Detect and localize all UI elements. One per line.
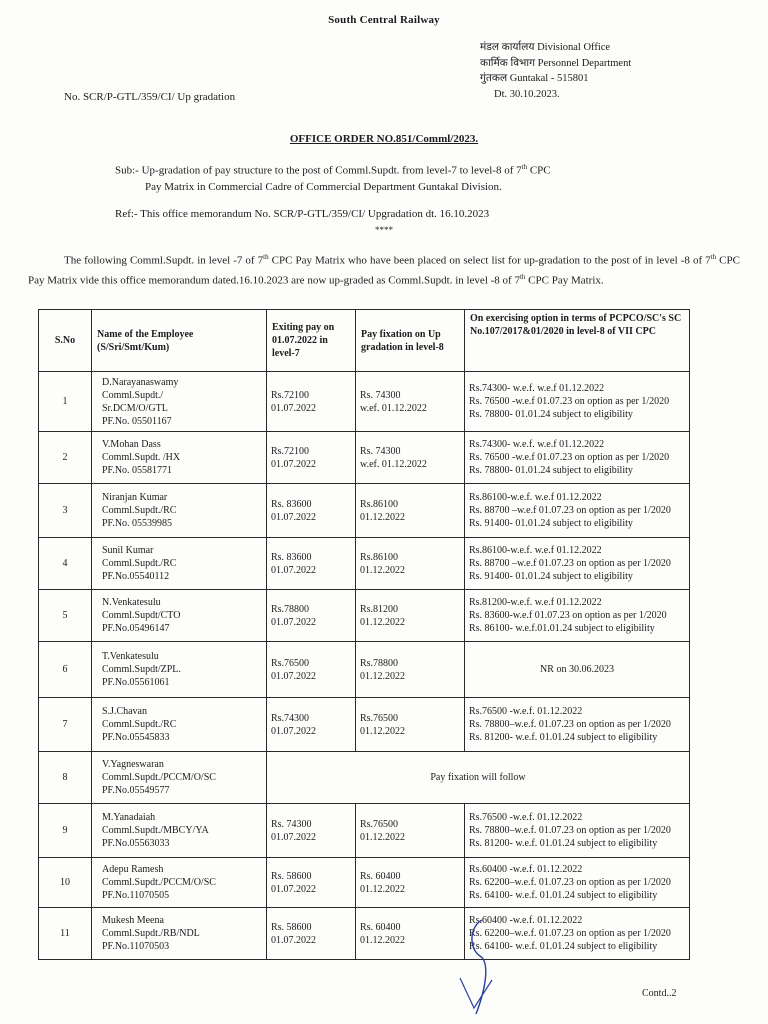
cell-sno: 2 xyxy=(39,432,92,484)
employee-line: Comml.Supdt./RC xyxy=(102,505,177,516)
cell-option xyxy=(465,858,690,908)
option-line: Rs.74300- w.e.f. w.e.f 01.12.2022 xyxy=(469,383,605,394)
cell-sno: 6 xyxy=(39,642,92,698)
pay-line: 01.07.2022 xyxy=(271,934,316,946)
header-sno: S.No xyxy=(39,310,92,372)
cell-sno: 9 xyxy=(39,804,92,858)
employee-line: Comml.Supdt./ xyxy=(102,389,164,401)
cell-existing-pay xyxy=(267,908,356,960)
fixation-line: 01.12.2022 xyxy=(360,831,405,843)
subject-line-2: Pay Matrix in Commercial Cadre of Commercial Department Guntakal Division. xyxy=(145,180,502,193)
cell-employee-name xyxy=(92,752,267,804)
para-part: CPC Pay Matrix who have been placed on select list for up-gradation to the post of in level -8 of 7 xyxy=(268,254,711,267)
cell-option xyxy=(465,432,690,484)
railway-heading: South Central Railway xyxy=(328,14,440,26)
pay-line: 01.07.2022 xyxy=(271,511,316,523)
cell-employee-name xyxy=(92,484,267,538)
option-line: Rs. 76500 -w.e.f 01.07.23 on option as per 1/2020 xyxy=(469,452,670,463)
pay-line: Rs.74300 xyxy=(271,712,310,724)
cell-existing-pay xyxy=(267,642,356,698)
fixation-line: Rs.81200 xyxy=(360,603,399,615)
fixation-line: 01.12.2022 xyxy=(360,564,405,576)
option-line: Rs. 62200–w.e.f. 01.07.23 on option as per 1/2020 xyxy=(469,877,671,888)
pay-line: Rs. 58600 xyxy=(271,870,312,882)
table-row xyxy=(39,858,690,908)
fixation-line: Rs.76500 xyxy=(360,712,399,724)
option-line: Rs.76500 -w.e.f. 01.12.2022 xyxy=(469,812,583,823)
pay-line: 01.07.2022 xyxy=(271,616,316,628)
reference-number: No. SCR/P-GTL/359/CI/ Up gradation xyxy=(64,91,236,103)
employee-line: Mukesh Meena xyxy=(102,915,164,926)
pay-line: 01.07.2022 xyxy=(271,725,316,737)
signature-mark xyxy=(440,918,520,1018)
option-line: Rs.86100-w.e.f. w.e.f 01.12.2022 xyxy=(469,545,602,556)
cell-sno: 10 xyxy=(39,858,92,908)
table-row xyxy=(39,484,690,538)
employee-line: N.Venkatesulu xyxy=(102,597,161,608)
subject-line-1: Sub:- Up-gradation of pay structure to the post of Comml.Supdt. from level-7 to level-8 of 7 xyxy=(115,164,522,177)
employee-line: Comml.Supdt./PCCM/O/SC xyxy=(102,772,216,783)
header-option: On exercising option in terms of PCPCO/SC's SC No.107/2017&01/2020 in level-8 of VII CPC xyxy=(465,310,690,372)
option-line: Rs. 78800–w.e.f. 01.07.23 on option as per 1/2020 xyxy=(469,719,671,730)
employee-line: Comml.Supdt/CTO xyxy=(102,610,181,621)
table-row xyxy=(39,642,690,698)
cell-existing-pay xyxy=(267,698,356,752)
cell-pay-fixation xyxy=(356,698,465,752)
fixation-line: Rs.86100 xyxy=(360,498,399,510)
cell-employee-name xyxy=(92,590,267,642)
cell-option xyxy=(465,804,690,858)
employee-line: Sr.DCM/O/GTL xyxy=(102,402,168,414)
pay-line: Rs.72100 xyxy=(271,445,310,457)
cell-sno: 4 xyxy=(39,538,92,590)
employee-line: PF.No. 05539985 xyxy=(102,518,173,529)
table-row xyxy=(39,752,690,804)
pay-line: 01.07.2022 xyxy=(271,458,316,470)
fixation-line: w.ef. 01.12.2022 xyxy=(360,458,427,470)
cell-option xyxy=(465,484,690,538)
option-line: Rs. 88700 –w.e.f 01.07.23 on option as per 1/2020 xyxy=(469,558,671,569)
office-address xyxy=(480,40,631,102)
fixation-line: Rs. 60400 xyxy=(360,870,401,882)
order-title: OFFICE ORDER NO.851/Comml/2023. xyxy=(289,133,479,145)
cell-sno: 1 xyxy=(39,372,92,432)
table-header-row xyxy=(39,310,690,372)
order-date: Dt. 30.10.2023. xyxy=(494,88,560,100)
cell-merged-note: Pay fixation will follow xyxy=(267,752,690,804)
option-line: Rs. 78800- 01.01.24 subject to eligibility xyxy=(469,465,633,476)
fixation-line: 01.12.2022 xyxy=(360,670,405,682)
continued-note: Contd..2 xyxy=(642,988,677,999)
cell-sno: 7 xyxy=(39,698,92,752)
employee-line: D.Narayanaswamy xyxy=(102,376,179,388)
fixation-line: Rs. 74300 xyxy=(360,445,401,457)
cell-sno: 3 xyxy=(39,484,92,538)
employee-line: T.Venkatesulu xyxy=(102,651,159,662)
option-line: Rs. 91400- 01.01.24 subject to eligibility xyxy=(469,518,633,529)
header-pay-fixation: Pay fixation on Up gradation in level-8 xyxy=(356,310,465,372)
fixation-line: Rs. 60400 xyxy=(360,921,401,933)
cell-option xyxy=(465,642,690,698)
fixation-line: 01.12.2022 xyxy=(360,883,405,895)
office-line: मंडल कार्यालय Divisional Office xyxy=(480,42,611,53)
employee-line: Comml.Supdt. /HX xyxy=(102,452,181,463)
option-line: Rs. 62200–w.e.f. 01.07.23 on option as per 1/2020 xyxy=(469,928,671,939)
cell-option xyxy=(465,538,690,590)
upgradation-table xyxy=(38,309,690,960)
fixation-line: 01.12.2022 xyxy=(360,725,405,737)
option-line: Rs. 64100- w.e.f. 01.01.24 subject to eligibility xyxy=(469,941,658,952)
employee-line: Comml.Supdt./MBCY/YA xyxy=(102,825,209,836)
table-row xyxy=(39,698,690,752)
cell-employee-name xyxy=(92,538,267,590)
office-line: गुंतकल Guntakal - 515801 xyxy=(480,73,589,84)
cell-existing-pay xyxy=(267,590,356,642)
pay-line: Rs. 74300 xyxy=(271,818,312,830)
cell-existing-pay xyxy=(267,858,356,908)
employee-line: Adepu Ramesh xyxy=(102,864,164,875)
employee-line: S.J.Chavan xyxy=(102,706,147,717)
cell-employee-name xyxy=(92,858,267,908)
separator-stars: **** xyxy=(375,225,393,235)
cell-pay-fixation xyxy=(356,484,465,538)
table-row xyxy=(39,908,690,960)
employee-line: Comml.Supdt./RC xyxy=(102,719,177,730)
option-line: Rs. 81200- w.e.f. 01.01.24 subject to eligibility xyxy=(469,838,658,849)
cell-pay-fixation xyxy=(356,372,465,432)
fixation-line: Rs.86100 xyxy=(360,551,399,563)
pay-line: 01.07.2022 xyxy=(271,831,316,843)
reference-line: Ref:- This office memorandum No. SCR/P-GTL/359/CI/ Upgradation dt. 16.10.2023 xyxy=(115,208,490,220)
fixation-line: 01.12.2022 xyxy=(360,616,405,628)
header-existing-pay: Exiting pay on 01.07.2022 in level-7 xyxy=(267,310,356,372)
table-row xyxy=(39,372,690,432)
para-part: The following Comml.Supdt. in level -7 of 7 xyxy=(64,254,264,267)
pay-line: Rs.78800 xyxy=(271,603,310,615)
employee-line: PF.No. 05581771 xyxy=(102,465,173,476)
table-body xyxy=(39,372,690,960)
cell-sno: 8 xyxy=(39,752,92,804)
table-row xyxy=(39,804,690,858)
option-line: Rs.76500 -w.e.f. 01.12.2022 xyxy=(469,706,583,717)
employee-line: PF.No. 05501167 xyxy=(102,415,172,427)
cell-pay-fixation xyxy=(356,432,465,484)
option-line: Rs. 88700 –w.e.f 01.07.23 on option as per 1/2020 xyxy=(469,505,671,516)
employee-line: PF.No.11070505 xyxy=(102,890,170,901)
fixation-line: 01.12.2022 xyxy=(360,934,405,946)
cell-employee-name xyxy=(92,372,267,432)
pay-line: 01.07.2022 xyxy=(271,402,316,414)
fixation-line: Rs.78800 xyxy=(360,657,399,669)
employee-line: PF.No.05496147 xyxy=(102,623,170,634)
employee-line: M.Yanadaiah xyxy=(102,812,156,823)
pay-line: 01.07.2022 xyxy=(271,564,316,576)
option-line: Rs. 78800- 01.01.24 subject to eligibility xyxy=(469,409,633,420)
option-line: Rs.60400 -w.e.f. 01.12.2022 xyxy=(469,864,583,875)
cell-option xyxy=(465,698,690,752)
superscript: th xyxy=(521,163,528,171)
option-line: Rs. 64100- w.e.f. 01.01.24 subject to eligibility xyxy=(469,890,658,901)
cell-existing-pay xyxy=(267,432,356,484)
cell-pay-fixation xyxy=(356,590,465,642)
cell-sno: 11 xyxy=(39,908,92,960)
superscript: th xyxy=(263,253,269,261)
pay-line: Rs. 58600 xyxy=(271,921,312,933)
pay-line: Rs.72100 xyxy=(271,389,310,401)
para-part: CPC Pay Matrix vide this office memorandum dated.16.10.2023 are now up-graded as Comml.Supdt. in level -8 of 7 xyxy=(28,254,740,287)
option-line: Rs. 86100- w.e.f.01.01.24 subject to eligibility xyxy=(469,623,655,634)
cell-pay-fixation xyxy=(356,538,465,590)
option-line: Rs. 78800–w.e.f. 01.07.23 on option as per 1/2020 xyxy=(469,825,671,836)
cell-option xyxy=(465,372,690,432)
employee-line: Niranjan Kumar xyxy=(102,492,168,503)
option-line: Rs.60400 -w.e.f. 01.12.2022 xyxy=(469,915,583,926)
fixation-line: Rs. 74300 xyxy=(360,389,401,401)
option-line: Rs.86100-w.e.f. w.e.f 01.12.2022 xyxy=(469,492,602,503)
employee-line: PF.No.05545833 xyxy=(102,732,170,743)
cell-existing-pay xyxy=(267,804,356,858)
pay-line: Rs. 83600 xyxy=(271,551,312,563)
subject-line-1-end: CPC xyxy=(527,164,551,177)
superscript: th xyxy=(519,273,526,282)
cell-existing-pay xyxy=(267,372,356,432)
option-line: NR on 30.06.2023 xyxy=(540,664,614,675)
option-line: Rs. 91400- 01.01.24 subject to eligibility xyxy=(469,571,633,582)
cell-employee-name xyxy=(92,804,267,858)
employee-line: Comml.Supdt/ZPL. xyxy=(102,664,181,675)
cell-employee-name xyxy=(92,698,267,752)
employee-line: PF.No.11070503 xyxy=(102,941,170,952)
fixation-line: 01.12.2022 xyxy=(360,511,405,523)
pay-line: 01.07.2022 xyxy=(271,670,316,682)
cell-employee-name xyxy=(92,908,267,960)
fixation-line: Rs.76500 xyxy=(360,818,399,830)
cell-option xyxy=(465,590,690,642)
pay-line: Rs.76500 xyxy=(271,657,310,669)
employee-line: Comml.Supdt./RC xyxy=(102,558,177,569)
cell-pay-fixation xyxy=(356,858,465,908)
option-line: Rs.81200-w.e.f. w.e.f 01.12.2022 xyxy=(469,597,602,608)
header-name: Name of the Employee (S/Sri/Smt/Kum) xyxy=(92,310,267,372)
employee-line: PF.No.05540112 xyxy=(102,571,170,582)
pay-line: 01.07.2022 xyxy=(271,883,316,895)
option-line: Rs. 83600-w.e.f 01.07.23 on option as per 1/2020 xyxy=(469,610,667,621)
para-part: CPC Pay Matrix. xyxy=(525,274,604,287)
cell-employee-name xyxy=(92,432,267,484)
cell-sno: 5 xyxy=(39,590,92,642)
employee-line: V.Mohan Dass xyxy=(102,439,161,450)
option-line: Rs. 76500 -w.e.f 01.07.23 on option as per 1/2020 xyxy=(469,396,670,407)
option-line: Rs.74300- w.e.f. w.e.f 01.12.2022 xyxy=(469,439,605,450)
cell-existing-pay xyxy=(267,538,356,590)
employee-line: PF.No.05549577 xyxy=(102,785,170,796)
cell-existing-pay xyxy=(267,484,356,538)
cell-employee-name xyxy=(92,642,267,698)
employee-line: Comml.Supdt./PCCM/O/SC xyxy=(102,877,216,888)
subject xyxy=(115,159,635,195)
body-paragraph xyxy=(28,249,740,289)
employee-line: Comml.Supdt./RB/NDL xyxy=(102,928,200,939)
employee-line: PF.No.05563033 xyxy=(102,838,170,849)
pay-line: Rs. 83600 xyxy=(271,498,312,510)
employee-line: Sunil Kumar xyxy=(102,545,154,556)
cell-pay-fixation xyxy=(356,804,465,858)
employee-line: V.Yagneswaran xyxy=(102,759,164,770)
office-line: कार्मिक विभाग Personnel Department xyxy=(480,57,632,69)
option-line: Rs. 81200- w.e.f. 01.01.24 subject to eligibility xyxy=(469,732,658,743)
superscript: th xyxy=(710,253,717,261)
employee-line: PF.No.05561061 xyxy=(102,677,170,688)
table-row xyxy=(39,538,690,590)
table-row xyxy=(39,432,690,484)
cell-pay-fixation xyxy=(356,642,465,698)
table-row xyxy=(39,590,690,642)
fixation-line: w.ef. 01.12.2022 xyxy=(360,402,427,414)
